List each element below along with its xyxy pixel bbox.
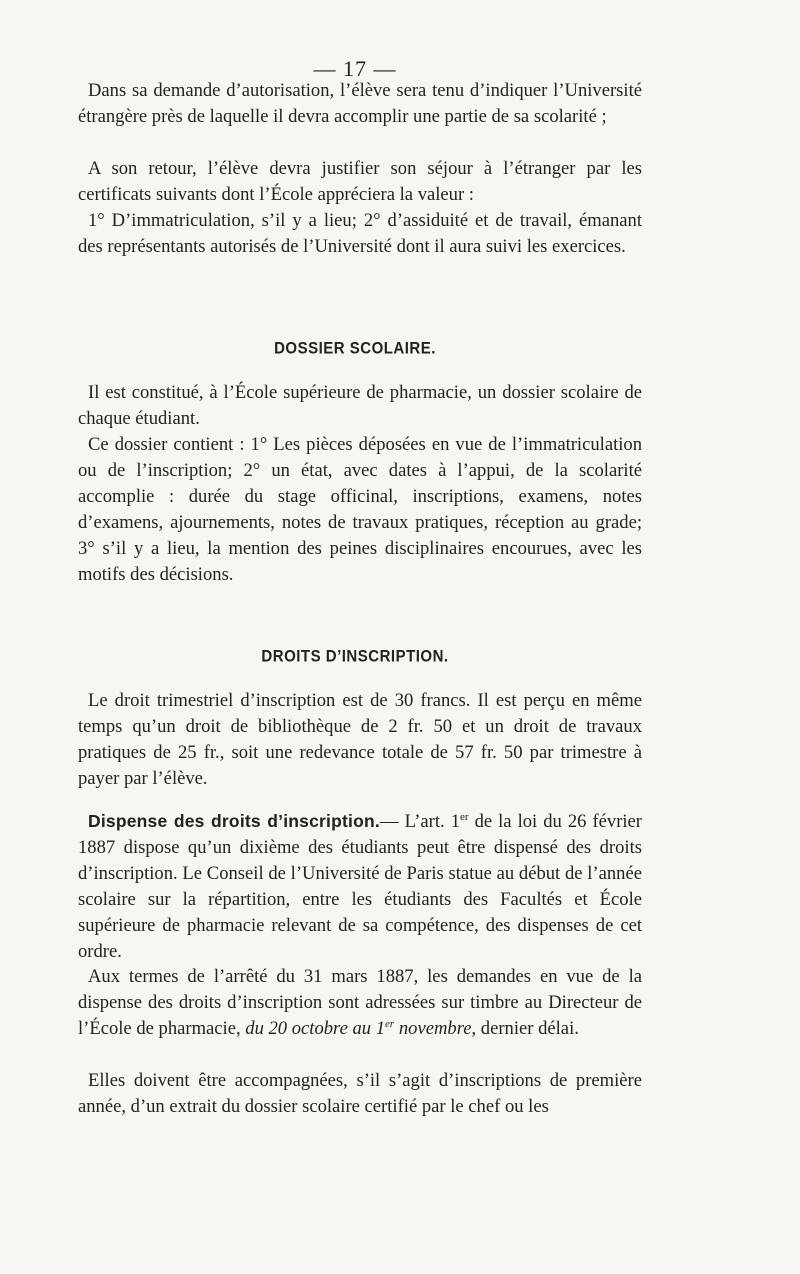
- droits-paragraph-1: Le droit trimestriel d’inscription est de 30 francs. Il est perçu en même temps qu’un droit de bibliothèque de 2 fr. 50 et un droit de travaux pratiques de 25 fr., soit une redevance totale de 57 fr. 50 par trimestre à payer par l’élève.: [78, 690, 642, 789]
- intro-paragraph-2: A son retour, l’élève devra justifier son séjour à l’étranger par les certificats suivants dont l’École appréciera la valeur :: [78, 158, 642, 205]
- intro-paragraph-3: 1° D’immatriculation, s’il y a lieu; 2° d’assiduité et de travail, émanant des représentants autorisés de l’Université dont il aura suivi les exercices.: [78, 210, 642, 257]
- dispense-text-2a: Aux termes de l’arrêté du 31 mars 1887, les demandes en vue de la dispense des droits d’inscription sont adressées sur timbre au Directeur de l’École de pharmacie,: [78, 966, 642, 1039]
- dispense-paragraph-2: [78, 964, 642, 1042]
- dispense-paragraph-3: Elles doivent être accompagnées, s’il s’agit d’inscriptions de première année, d’un extrait du dossier scolaire certifié par le chef ou les: [78, 1070, 642, 1117]
- dispense-paragraph-1: [78, 808, 642, 965]
- dossier-paragraph-1: Il est constitué, à l’École supérieure de pharmacie, un dossier scolaire de chaque étudiant.: [78, 382, 642, 429]
- dossier-paragraph-2: Ce dossier contient : 1° Les pièces déposées en vue de l’immatriculation ou de l’inscription; 2° un état, avec dates à l’appui, de la scolarité accomplie : durée du stage officinal, inscriptions, examens, notes d’examens, ajournements, notes de travaux pratiques, réception au grade; 3° s’il y a lieu, la mention des peines disciplinaires encourues, avec les motifs des décisions.: [78, 434, 642, 585]
- dispense-dates-a: du 20 octobre au 1: [245, 1018, 386, 1039]
- dispense-sup-2: er: [385, 1017, 395, 1030]
- section-heading-droits: DROITS D’INSCRIPTION.: [261, 647, 449, 666]
- dispense-dates-b: novembre: [394, 1018, 472, 1039]
- dispense-sup-1: er: [460, 810, 469, 823]
- dispense-text-2b: , dernier délai.: [471, 1018, 579, 1039]
- section-heading-dossier: DOSSIER SCOLAIRE.: [274, 339, 436, 358]
- page-number: — 17 —: [313, 56, 397, 81]
- intro-paragraph-1: Dans sa demande d’autorisation, l’élève sera tenu d’indiquer l’Université étrangère près de laquelle il devra accomplir une partie de sa scolarité ;: [78, 80, 642, 127]
- dispense-text-1a: — L’art. 1: [379, 811, 460, 832]
- dispense-text-1b: de la loi du 26 février 1887 dispose qu’un dixième des étudiants peut être dispensé des droits d’inscription. Le Conseil de l’Université de Paris statue au début de l’année scolaire sur la répartition, entre les étudiants des Facultés et École supérieure de pharmacie relevant de sa compétence, des dispenses de cet ordre.: [78, 811, 642, 962]
- dispense-run-head: Dispense des droits d’inscription.: [88, 811, 380, 831]
